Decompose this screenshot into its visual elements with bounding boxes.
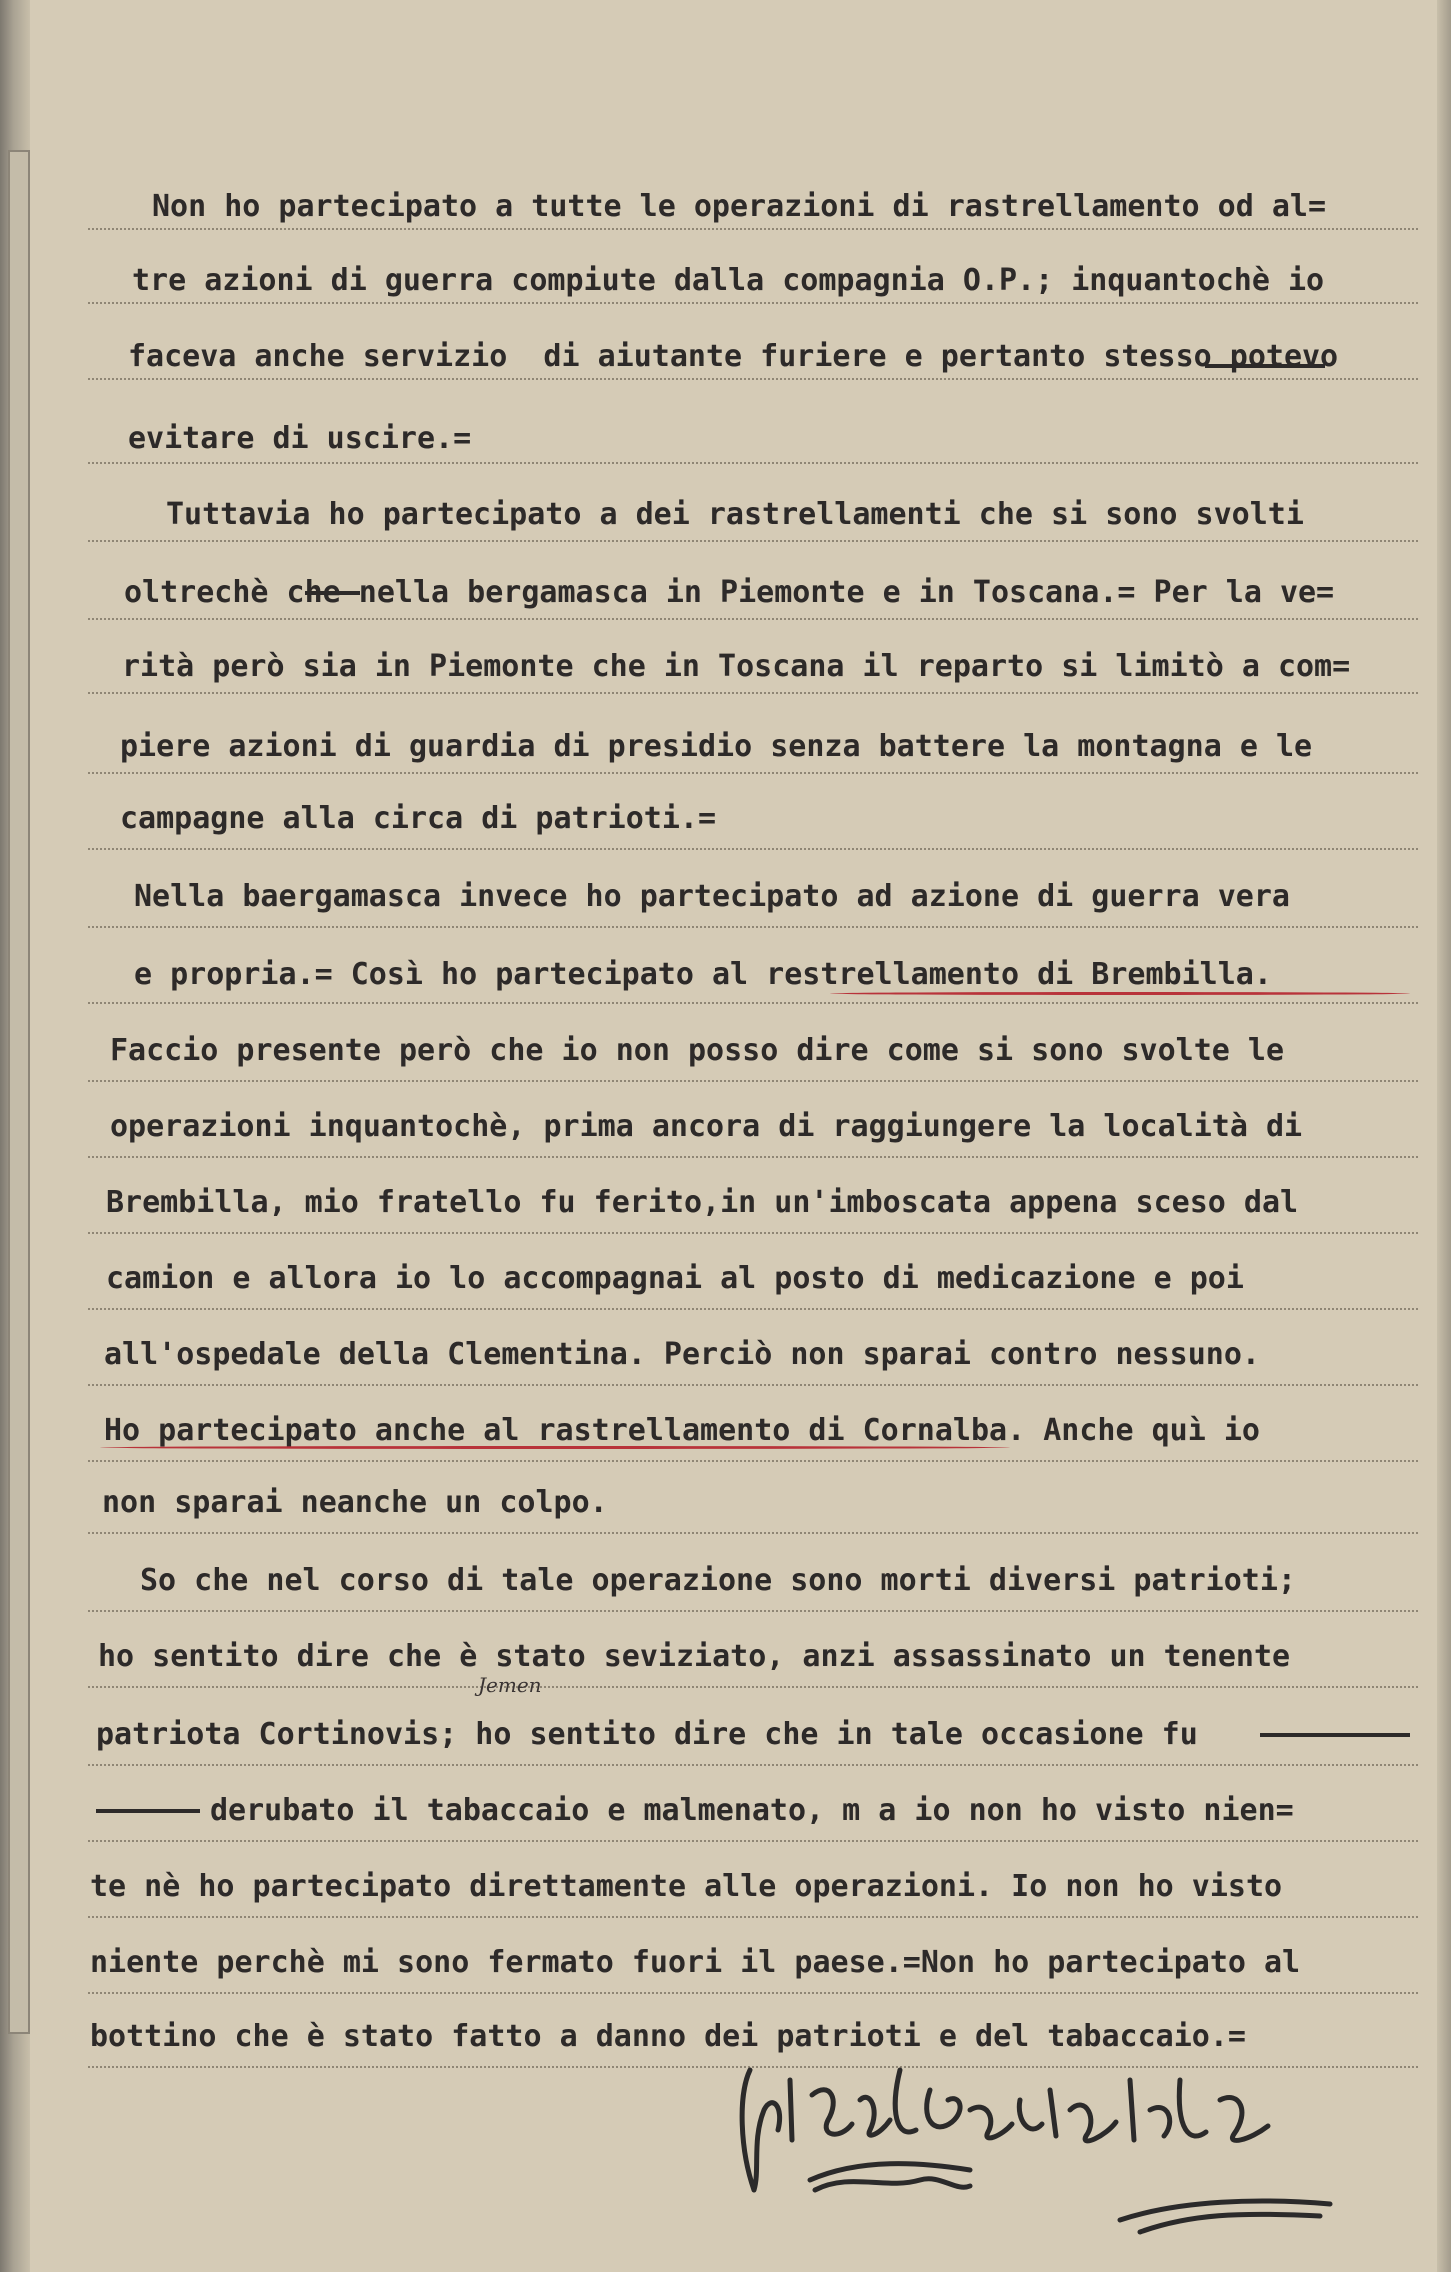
signature-graphic: [720, 2040, 1340, 2240]
handwritten-signature: [720, 2040, 1340, 2240]
text-line: Nella baergamasca invece ho partecipato ad azione di guerra vera: [134, 879, 1290, 914]
text-line: e propria.= Così ho partecipato al restrellamento di Brembilla.: [134, 957, 1272, 992]
text-line: operazioni inquantochè, prima ancora di raggiungere la località di: [110, 1109, 1303, 1144]
text-line: faceva anche servizio di aiutante furiere e pertanto stesso potevo: [128, 339, 1339, 374]
red-underline-cornalba: [100, 1446, 1010, 1449]
text-line: So che nel corso di tale operazione sono morti diversi patrioti;: [140, 1563, 1296, 1598]
text-line: non sparai neanche un colpo.: [102, 1485, 608, 1520]
text-line: bottino che è stato fatto a danno dei patrioti e del tabaccaio.=: [90, 2019, 1246, 2054]
red-underline-brembilla: [830, 992, 1410, 995]
text-line: tre azioni di guerra compiute dalla compagnia O.P.; inquantochè io: [132, 263, 1325, 298]
text-line: Non ho partecipato a tutte le operazioni di rastrellamento od al=: [152, 189, 1326, 224]
text-line: Brembilla, mio fratello fu ferito,in un'imboscata appena sceso dal: [106, 1185, 1299, 1220]
interlinear-note: Jemen: [478, 1673, 542, 1697]
text-line: niente perchè mi sono fermato fuori il paese.=Non ho partecipato al: [90, 1945, 1301, 1980]
text-line: piere azioni di guardia di presidio senza battere la montagna e le: [120, 729, 1313, 764]
text-line: Ho partecipato anche al rastrellamento di Cornalba. Anche quì io: [104, 1413, 1260, 1448]
text-line: patriota Cortinovis; ho sentito dire che in tale occasione fu: [96, 1717, 1198, 1752]
text-line: te nè ho partecipato direttamente alle operazioni. Io non ho visto: [90, 1869, 1283, 1904]
text-line: derubato il tabaccaio e malmenato, m a io non ho visto nien=: [210, 1793, 1294, 1828]
text-line: Faccio presente però che io non posso dire come si sono svolte le: [110, 1033, 1284, 1068]
text-line: campagne alla circa di patrioti.=: [120, 801, 717, 836]
text-line: oltrechè che nella bergamasca in Piemonte e in Toscana.= Per la ve=: [124, 575, 1335, 610]
text-line: evitare di uscire.=: [128, 421, 472, 456]
text-line: rità però sia in Piemonte che in Toscana il reparto si limitò a com=: [122, 649, 1351, 684]
text-line: Tuttavia ho partecipato a dei rastrellamenti che si sono svolti: [166, 497, 1304, 532]
text-line: ho sentito dire che è stato seviziato, anzi assassinato un tenente: [98, 1639, 1291, 1674]
text-line: camion e allora io lo accompagnai al posto di medicazione e poi: [106, 1261, 1244, 1296]
text-line: all'ospedale della Clementina. Perciò non sparai contro nessuno.: [104, 1337, 1260, 1372]
